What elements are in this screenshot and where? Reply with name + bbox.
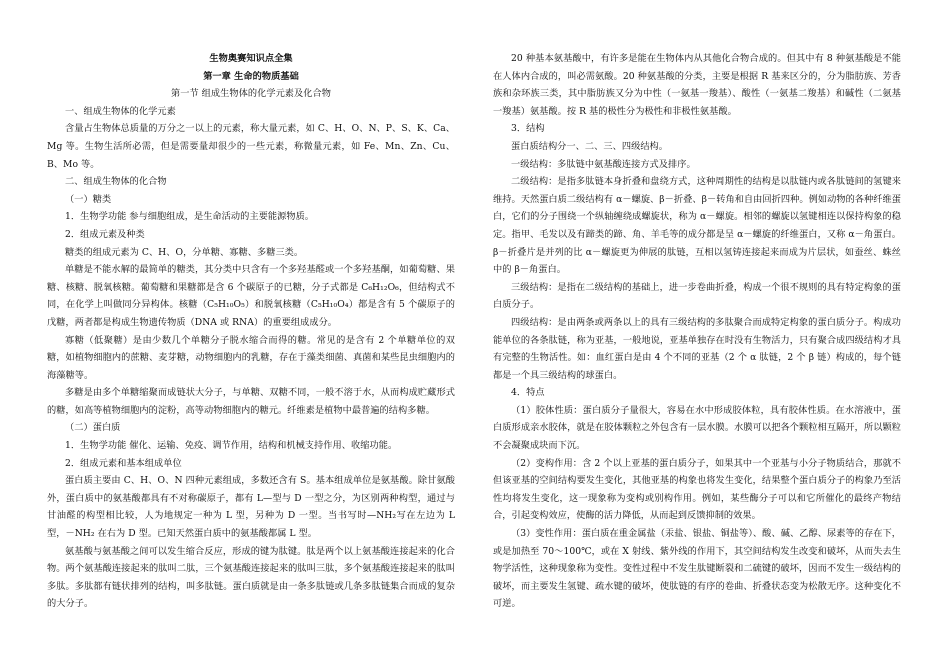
subheading-sugars: （一）糖类 [65, 193, 112, 205]
paragraph: 单糖是不能水解的最简单的糖类，其分类中只含有一个多羟基醛或一个多羟基酮，如葡萄糖、果糖、核糖、脱氧核糖。葡萄糖和果糖都是含 6 个碳原子的已糖，分子式都是 C₆H₁₂O₆，但结构式不同，在化学上叫做同分异构体。核糖（C₅H₁₀O₅）和脱氧核糖（C₅H₁₀O₄）都是含有 5 个碳原子的戊糖，两者都是构成生物遗传物质（DNA 或 RNA）的重要组成成分。 [47, 264, 455, 328]
paragraph: （1）胶体性质：蛋白质分子量很大，容易在水中形成胶体粒，具有胶体性质。在水溶液中，蛋白质形成亲水胶体，就是在胶体颗粒之外包含有一层水膜。水膜可以把各个颗粒相互隔开，所以颗粒不会凝聚成块而下沉。 [493, 404, 901, 452]
paragraph: 三级结构：是指在二级结构的基础上，进一步卷曲折叠，构成一个很不规则的具有特定构象的蛋白质分子。 [493, 281, 901, 311]
chapter-heading: 第一章 生命的物质基础 [203, 70, 299, 82]
right-column [493, 50, 901, 613]
paragraph: 多糖是由多个单糖缩聚而成链状大分子，与单糖、双糖不同，一般不溶于水，从而构成贮藏形式的糖，如高等植物细胞内的淀粉，高等动物细胞内的糖元。纤维素是植物中最普遍的结构多糖。 [47, 387, 455, 416]
subheading-proteins: （二）蛋白质 [65, 422, 121, 434]
paragraph: 一级结构：多肽链中氨基酸连接方式及排序。 [511, 158, 696, 170]
paragraph: 蛋白质主要由 C、H、O、N 四种元素组成，多数还含有 S。基本组成单位是氨基酸。除甘氨酸外，蛋白质中的氨基酸都具有不对称碳原子，都有 L—型与 D 一型之分，为区别两种构型，通过与甘油醛的构型相比较，人为地规定一种为 L 型，另种为 D 一型。当书写时—NH₂写在左边为 L 型，－NH₂ 在右为 D 型。已知天然蛋白质中的氨基酸都属 L 型。 [47, 475, 455, 540]
paragraph: 寡糖（低聚糖）是由少数几个单糖分子脱水缩合而得的糖。常见的是含有 2 个单糖单位的双糖，如植物细胞内的蔗糖、麦芽糖，动物细胞内的乳糖，存在于藻类细菌、真菌和某些昆虫细胞内的海藻糖等。 [47, 334, 455, 381]
list-item: 2．组成元素及种类 [65, 228, 145, 240]
paragraph: （2）变构作用：含 2 个以上亚基的蛋白质分子，如果其中一个亚基与小分子物质结合，那就不但该亚基的空间结构要发生变化，其他亚基的构象也将发生变化，结果整个蛋白质分子的构象乃至活性均将发生变化，这一现象称为变构或别构作用。例如，某些酶分子可以和它所催化的最终产物结合，引起变构效应，使酶的活力降低，从而起到反馈抑制的效果。 [493, 457, 901, 522]
list-item: 1．生物学功能 参与细胞组成，是生命活动的主要能源物质。 [65, 211, 315, 223]
paragraph: 二级结构：是指多肽链本身折叠和盘绕方式，这种周期性的结构是以肽链内或各肽链间的氢键来维持。天然蛋白质二级结构有 α－螺旋、β－折叠、β－转角和自由回折四种。例如动物的各种纤维蛋白，它们的分子围绕一个纵轴缠绕成螺旋状，称为 α－螺旋。相邻的螺旋以氢键相连以保持构象的稳定。指甲、毛发以及有蹄类的蹄、角、羊毛等的成分都是呈 α－螺旋的纤维蛋白，又称 α－角蛋白。β－折叠片是并列的比 α－螺旋更为伸展的肽链，互相以氢铸连接起来而成为片层状，如蚕丝、蛛丝中的 β－角蛋白。 [493, 176, 901, 276]
paragraph: 四级结构：是由两条或两条以上的具有三级结构的多肽聚合而成特定构象的蛋白质分子。构成功能单位的各条肽链，称为亚基，一般地说，亚基单独存在时没有生物活力，只有聚合成四级结构才具有完整的生物活性。如：血红蛋白是由 4 个不同的亚基（2 个 α 肽链，2 个 β 链）构成的，每个链都是一个具三级结构的球蛋白。 [493, 316, 901, 381]
paragraph: 氨基酸与氨基酸之间可以发生缩合反应，形成的键为肽键。肽是两个以上氨基酸连接起来的化合物。两个氨基酸连接起来的肽叫二肽，三个氨基酸连接起来的肽叫三肽，多个氨基酸连接起来的肽叫多肽。多肽都有链状排列的结构，叫多肽链。蛋白质就是由一条多肽链或几条多肽链集合而成的复杂的大分子。 [47, 545, 455, 610]
section-heading: 第一节 组成生物体的化学元素及化合物 [170, 88, 331, 100]
list-item: 1．生物学功能 催化、运输、免疫、调节作用，结构和机械支持作用、收缩功能。 [65, 440, 398, 452]
heading-structure: 3．结构 [511, 123, 545, 135]
left-column [47, 50, 455, 613]
paragraph: 含量占生物体总质量的万分之一以上的元素，称大量元素，如 C、H、O、N、P、S、K、Ca、Mg 等。生物生活所必需，但是需要量却很少的一些元素，称微量元素，如 Fe、Mn、Zn、Cu、B、Mo 等。 [47, 123, 455, 170]
doc-title: 生物奥赛知识点全集 [209, 53, 293, 64]
heading-elements: 一、组成生物体的化学元素 [65, 105, 176, 117]
list-item: 2．组成元素和基本组成单位 [65, 457, 182, 469]
paragraph: 蛋白质结构分一、二、三、四级结构。 [511, 140, 669, 152]
paragraph: （3）变性作用：蛋白质在重金属盐（汞盐、银盐、铜盐等）、酸、碱、乙醇、尿素等的存在下，或是加热至 70～100℃，或在 X 射线、紫外线的作用下，其空间结构发生改变和破坏，从而失去生物学活性，这种现象称为变性。变性过程中不发生肽键断裂和二硫键的破坏，因而不发生一级结构的破坏，而主要发生氢键、疏水键的破坏，使肽链的有序的卷曲、折叠状态变为松散无序。这种变化不可逆。 [493, 528, 901, 610]
paragraph: 20 种基本氨基酸中，有许多是能在生物体内从其他化合物合成的。但其中有 8 种氨基酸是不能在人体内合成的，叫必需氨酸。20 种氨基酸的分类，主要是根据 R 基来区分的，分为脂肪族、芳香族和杂环族三类，其中脂肪族又分为中性（一氨基一羧基）、酸性（一氨基二羧基）和碱性（二氨基一羧基）氨基酸。按 R 基的极性分为极性和非极性氨基酸。 [493, 53, 901, 117]
heading-compounds: 二、组成生物体的化合物 [65, 176, 167, 188]
paragraph: 糖类的组成元素为 C、H、O，分单糖、寡糖、多糖三类。 [65, 246, 304, 258]
heading-features: 4．特点 [511, 387, 545, 399]
